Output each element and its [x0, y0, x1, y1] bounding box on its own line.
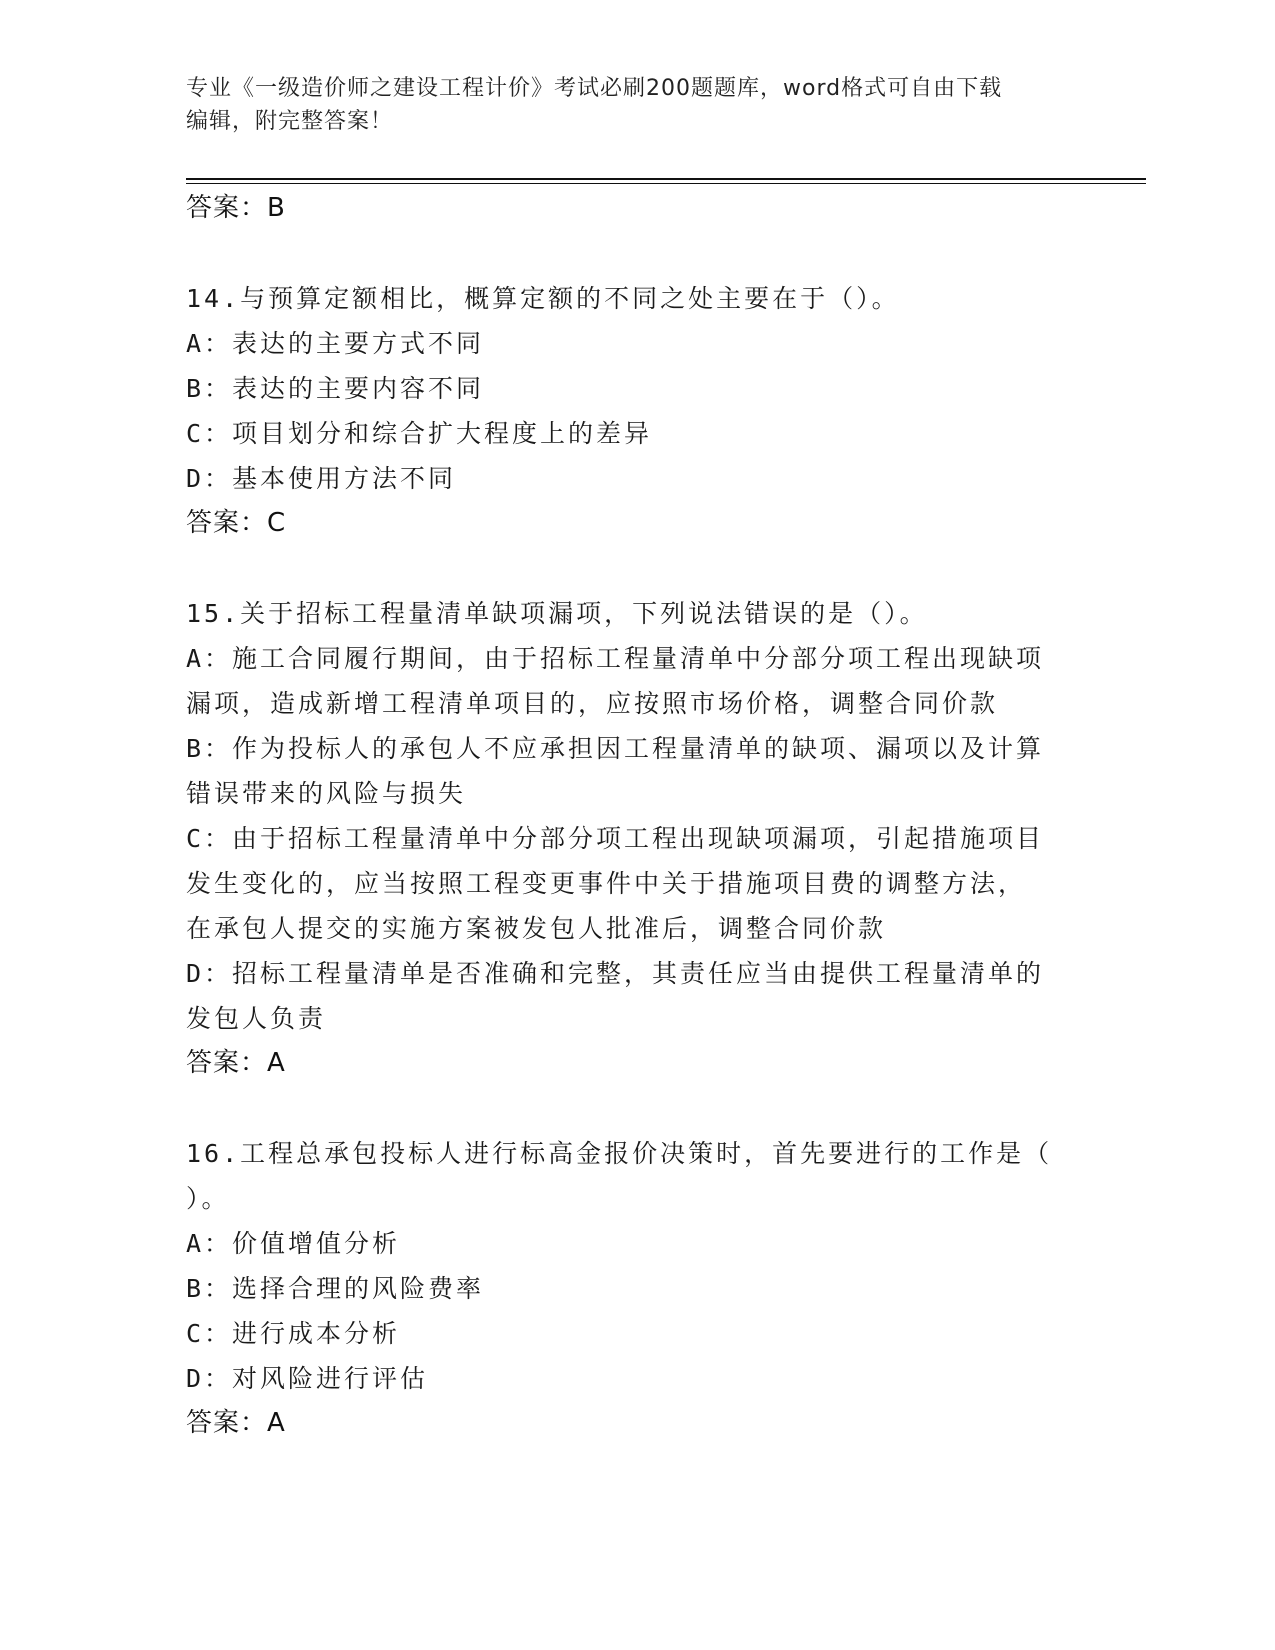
question-stem: 16.工程总承包投标人进行标高金报价决策时，首先要进行的工作是（ — [186, 1139, 1053, 1168]
answer-line: 答案：A — [186, 1408, 286, 1438]
header-rule-thin — [186, 183, 1146, 184]
option-item — [186, 1221, 1066, 1266]
option-item — [186, 321, 1066, 366]
option-text: 发包人负责 — [186, 1004, 327, 1033]
option-text: B：表达的主要内容不同 — [186, 374, 485, 403]
answer-line: 答案：B — [186, 193, 286, 223]
question-stem: ）。 — [186, 1184, 230, 1213]
question-list — [186, 186, 1066, 1446]
option-text: A：施工合同履行期间，由于招标工程量清单中分部分项工程出现缺项 — [186, 644, 1045, 673]
option-item — [186, 1266, 1066, 1311]
question-block — [186, 1131, 1066, 1446]
option-item — [186, 636, 1066, 726]
document-header — [186, 72, 1086, 138]
option-text: D：对风险进行评估 — [186, 1364, 429, 1393]
option-item — [186, 1356, 1066, 1401]
question-spacer — [186, 546, 1066, 591]
option-text: 在承包人提交的实施方案被发包人批准后，调整合同价款 — [186, 914, 887, 943]
question-stem: 14.与预算定额相比，概算定额的不同之处主要在于（）。 — [186, 284, 900, 313]
header-rule-thick — [186, 178, 1146, 180]
option-item — [186, 951, 1066, 1041]
option-text: C：进行成本分析 — [186, 1319, 401, 1348]
question-block — [186, 591, 1066, 1086]
question-block — [186, 276, 1066, 546]
question-stem: 15.关于招标工程量清单缺项漏项，下列说法错误的是（）。 — [186, 599, 928, 628]
answer-line: 答案：A — [186, 1048, 286, 1078]
answer-line: 答案：C — [186, 508, 287, 538]
option-text: B：选择合理的风险费率 — [186, 1274, 485, 1303]
option-item — [186, 411, 1066, 456]
option-text: A：表达的主要方式不同 — [186, 329, 485, 358]
option-item — [186, 726, 1066, 816]
option-text: C：项目划分和综合扩大程度上的差异 — [186, 419, 653, 448]
option-text: D：招标工程量清单是否准确和完整，其责任应当由提供工程量清单的 — [186, 959, 1045, 988]
question-spacer — [186, 231, 1066, 276]
option-item — [186, 366, 1066, 411]
option-item — [186, 456, 1066, 501]
option-text: A：价值增值分析 — [186, 1229, 401, 1258]
question-spacer — [186, 1086, 1066, 1131]
header-line-1: 专业《一级造价师之建设工程计价》考试必刷200题题库，word格式可自由下载 — [186, 76, 1003, 101]
option-text: 错误带来的风险与损失 — [186, 779, 467, 808]
option-text: D：基本使用方法不同 — [186, 464, 457, 493]
option-item — [186, 1311, 1066, 1356]
option-text: 发生变化的，应当按照工程变更事件中关于措施项目费的调整方法， — [186, 869, 1027, 898]
option-text: C：由于招标工程量清单中分部分项工程出现缺项漏项，引起措施项目 — [186, 824, 1045, 853]
header-line-2: 编辑，附完整答案！ — [186, 109, 394, 134]
option-item — [186, 816, 1066, 951]
option-text: B：作为投标人的承包人不应承担因工程量清单的缺项、漏项以及计算 — [186, 734, 1045, 763]
option-text: 漏项，造成新增工程清单项目的，应按照市场价格，调整合同价款 — [186, 689, 999, 718]
